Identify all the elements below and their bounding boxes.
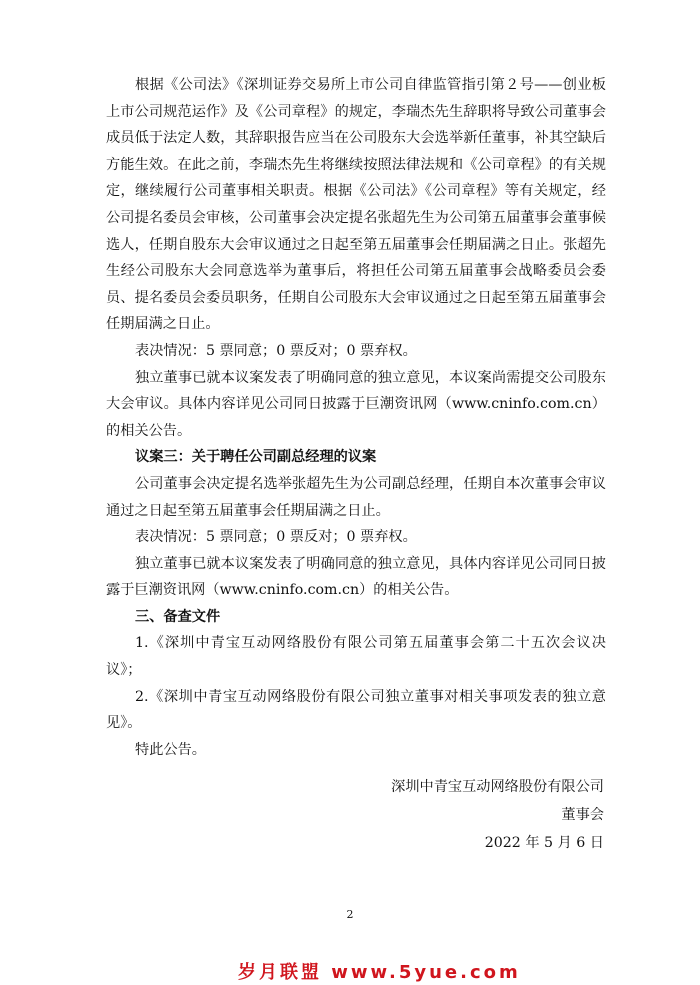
paragraph-board-nomination: 根据《公司法》《深圳证券交易所上市公司自律监管指引第２号——创业板上市公司规范运作》及《公司章程》的规定，李瑞杰先生辞职将导致公司董事会成员低于法定人数，其辞职报告应当在公司股东大会选举新任董事，补其空缺后方能生效。在此之前，李瑞杰先生将继续按照法律法规和《公司章程》的有关规定，继续履行公司董事相关职责。根据《公司法》《公司章程》等有关规定，经公司提名委员会审核，公司董事会决定提名张超先生为公司第五届董事会董事候选人，任期自股东大会审议通过之日起至第五届董事会任期届满之日止。张超先生经公司股东大会同意选举为董事后，将担任公司第五届董事会战略委员会委员、提名委员会委员职务，任期自公司股东大会审议通过之日起至第五届董事会任期届满之日止。 [106,77,606,333]
document-body [106,72,606,763]
proposal-3-heading: 议案三：关于聘任公司副总经理的议案 [135,449,377,466]
reference-doc-2: 2.《深圳中青宝互动网络股份有限公司独立董事对相关事项发表的独立意见》。 [106,688,606,732]
paragraph-vice-manager: 公司董事会决定提名选举张超先生为公司副总经理，任期自本次董事会审议通过之日起至第五届董事会任期届满之日止。 [106,475,606,519]
signature-date: 2022 年 5 月 6 日 [484,835,604,851]
vote-result-3: 表决情况：5 票同意；0 票反对；0 票弃权。 [135,529,417,546]
signature-board: 董事会 [561,807,604,823]
independent-opinion-2: 独立董事已就本议案发表了明确同意的独立意见，本议案尚需提交公司股东大会审议。具体内容详见公司同日披露于巨潮资讯网（www.cninfo.com.cn）的相关公告。 [106,369,606,439]
closing-statement: 特此公告。 [135,741,206,758]
watermark-text: 岁月联盟 www.5yue.com [238,962,521,983]
section-reference-documents: 三、备查文件 [135,608,221,625]
independent-opinion-3: 独立董事已就本议案发表了明确同意的独立意见，具体内容详见公司同日披露于巨潮资讯网（www.cninfo.com.cn）的相关公告。 [106,555,606,599]
vote-result-2: 表决情况：5 票同意；0 票反对；0 票弃权。 [135,342,417,359]
reference-doc-1: 1.《深圳中青宝互动网络股份有限公司第五届董事会第二十五次会议决议》； [106,635,606,679]
page-number: 2 [346,908,354,921]
signature-company: 深圳中青宝互动网络股份有限公司 [391,779,604,795]
